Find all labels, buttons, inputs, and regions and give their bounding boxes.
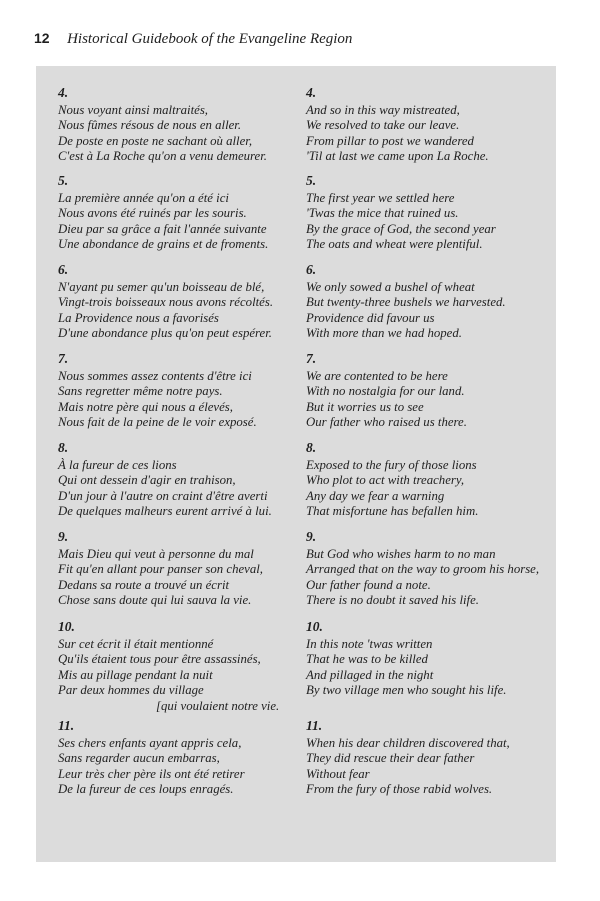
french-verse-line: Mis au pillage pendant la nuit xyxy=(58,667,213,682)
english-stanza xyxy=(306,351,467,431)
english-verse-line: By two village men who sought his life. xyxy=(306,683,507,698)
french-verse-line: N'ayant pu semer qu'un boisseau de blé, xyxy=(58,280,265,294)
french-verse-line: Nous voyant ainsi maltraités, xyxy=(58,103,209,117)
french-stanza-number: 8. xyxy=(58,440,69,455)
english-stanza xyxy=(306,619,506,699)
french-verse-line: De la fureur de ces loups enragés. xyxy=(58,782,234,797)
french-stanza-number: 9. xyxy=(58,529,69,544)
french-verse-line: D'une abondance plus qu'on peut espérer. xyxy=(58,326,272,341)
english-verse-line: When his dear children discovered that, xyxy=(306,736,510,750)
french-stanza-number: 11. xyxy=(58,718,75,733)
english-verse-line: Exposed to the fury of those lions xyxy=(306,458,477,472)
english-verse-line: Our father found a note. xyxy=(306,577,431,592)
english-verse-line: But God who wishes harm to no man xyxy=(306,547,496,561)
french-stanza-number: 10. xyxy=(58,619,75,634)
english-stanza xyxy=(306,440,478,520)
french-stanza-lines xyxy=(58,637,279,714)
english-verse-line: That he was to be killed xyxy=(306,652,428,667)
french-verse-line: Chose sans doute qui lui sauva la vie. xyxy=(58,593,252,608)
french-verse-line: De poste en poste ne sachant où aller, xyxy=(58,133,253,148)
french-stanza xyxy=(58,440,272,520)
french-stanza-lines xyxy=(58,458,272,520)
english-verse-line: Without fear xyxy=(306,766,370,781)
english-verse-line: By the grace of God, the second year xyxy=(306,221,496,236)
french-stanza-number: 6. xyxy=(58,262,69,277)
english-verse-line: The oats and wheat were plentiful. xyxy=(306,237,483,252)
french-verse-line: Sur cet écrit il était mentionné xyxy=(58,637,214,651)
french-verse-line: [qui voulaient notre vie. xyxy=(156,698,280,713)
english-verse-line: Who plot to act with treachery, xyxy=(306,473,465,488)
french-stanza xyxy=(58,85,267,165)
french-stanza-lines xyxy=(58,280,273,342)
french-stanza-lines xyxy=(58,191,268,253)
english-stanza-lines xyxy=(306,736,510,798)
english-verse-line: There is no doubt it saved his life. xyxy=(306,593,479,608)
french-verse-line: Dedans sa route a trouvé un écrit xyxy=(58,577,230,592)
french-stanza xyxy=(58,262,273,342)
english-verse-line: With more than we had hoped. xyxy=(306,326,462,341)
english-stanza-lines xyxy=(306,103,489,165)
french-verse-line: Sans regarder aucun embarras, xyxy=(58,751,220,766)
english-verse-line: Our father who raised us there. xyxy=(306,415,467,430)
english-verse-line: They did rescue their dear father xyxy=(306,751,475,766)
english-stanza-lines xyxy=(306,191,496,253)
english-verse-line: Arranged that on the way to groom his horse, xyxy=(306,562,540,577)
english-stanza xyxy=(306,85,489,165)
french-verse-line: Une abondance de grains et de froments. xyxy=(58,237,269,252)
french-verse-line: Nous fait de la peine de le voir exposé. xyxy=(58,415,257,430)
french-stanza xyxy=(58,529,263,609)
english-verse-line: We resolved to take our leave. xyxy=(306,118,460,133)
french-verse-line: D'un jour à l'autre on craint d'être averti xyxy=(58,488,268,503)
french-verse-line: Par deux hommes du village xyxy=(58,683,204,698)
french-stanza-number: 4. xyxy=(58,85,69,100)
english-stanza-number: 8. xyxy=(306,440,317,455)
french-verse-line: Ses chers enfants ayant appris cela, xyxy=(58,736,242,750)
english-stanza xyxy=(306,718,510,798)
french-verse-line: Qui ont dessein d'agir en trahison, xyxy=(58,473,236,488)
english-stanza-number: 10. xyxy=(306,619,323,634)
running-header xyxy=(34,30,352,48)
english-stanza xyxy=(306,173,496,253)
english-stanza-lines xyxy=(306,547,539,609)
french-verse-line: Sans regretter même notre pays. xyxy=(58,384,223,399)
french-verse-line: Qu'ils étaient tous pour être assassinés, xyxy=(58,652,261,667)
english-verse-line: Providence did favour us xyxy=(306,310,435,325)
english-verse-line: We are contented to be here xyxy=(306,369,448,383)
english-verse-line: In this note 'twas written xyxy=(306,637,433,651)
english-stanza-number: 9. xyxy=(306,529,317,544)
english-verse-line: With no nostalgia for our land. xyxy=(306,384,465,399)
verse-panel xyxy=(36,66,556,862)
french-stanza xyxy=(58,619,279,714)
english-verse-line: And so in this way mistreated, xyxy=(306,103,460,117)
french-verse-line: Nous sommes assez contents d'être ici xyxy=(58,369,252,383)
french-verse-line: Nous fûmes résous de nous en aller. xyxy=(58,118,242,133)
french-verse-line: Leur très cher père ils ont été retirer xyxy=(58,766,245,781)
english-verse-line: And pillaged in the night xyxy=(306,667,434,682)
book-title: Historical Guidebook of the Evangeline Region xyxy=(67,31,353,47)
english-stanza-number: 11. xyxy=(306,718,323,733)
english-stanza-number: 5. xyxy=(306,173,317,188)
english-verse-line: From pillar to post we wandered xyxy=(306,133,474,148)
english-verse-line: But twenty-three bushels we harvested. xyxy=(306,295,506,310)
english-stanza-lines xyxy=(306,458,478,520)
english-stanza-number: 4. xyxy=(306,85,317,100)
french-stanza-lines xyxy=(58,547,263,609)
french-verse-line: La Providence nous a favorisés xyxy=(58,310,219,325)
english-verse-line: 'Twas the mice that ruined us. xyxy=(306,206,459,221)
french-verse-line: De quelques malheurs eurent arrivé à lui. xyxy=(58,504,272,519)
english-verse-line: That misfortune has befallen him. xyxy=(306,504,479,519)
english-verse-line: We only sowed a bushel of wheat xyxy=(306,280,475,294)
french-verse-line: À la fureur de ces lions xyxy=(58,458,177,472)
french-verse-line: Mais Dieu qui veut à personne du mal xyxy=(58,547,254,561)
english-stanza-lines xyxy=(306,637,506,699)
english-stanza xyxy=(306,262,506,342)
english-verse-line: Any day we fear a warning xyxy=(306,488,445,503)
french-verse-line: C'est à La Roche qu'on a venu demeurer. xyxy=(58,149,267,164)
french-stanza-lines xyxy=(58,736,245,798)
english-stanza-number: 6. xyxy=(306,262,317,277)
english-stanza-number: 7. xyxy=(306,351,317,366)
french-verse-line: La première année qu'on a été ici xyxy=(58,191,229,205)
french-verse-line: Fit qu'en allant pour panser son cheval, xyxy=(58,562,263,577)
french-verse-line: Dieu par sa grâce a fait l'année suivante xyxy=(58,221,267,236)
french-stanza-number: 7. xyxy=(58,351,69,366)
french-verse-line: Nous avons été ruinés par les souris. xyxy=(58,206,247,221)
french-stanza xyxy=(58,351,257,431)
page-number: 12 xyxy=(34,30,50,46)
french-stanza-number: 5. xyxy=(58,173,69,188)
french-verse-line: Vingt-trois boisseaux nous avons récoltés. xyxy=(58,295,274,310)
english-verse-line: The first year we settled here xyxy=(306,191,455,205)
english-stanza xyxy=(306,529,539,609)
french-stanza-lines xyxy=(58,103,267,165)
english-verse-line: But it worries us to see xyxy=(306,399,424,414)
french-stanza xyxy=(58,173,268,253)
english-verse-line: From the fury of those rabid wolves. xyxy=(306,782,493,797)
french-verse-line: Mais notre père qui nous a élevés, xyxy=(58,399,233,414)
french-stanza xyxy=(58,718,245,798)
english-stanza-lines xyxy=(306,280,506,342)
english-stanza-lines xyxy=(306,369,467,431)
french-stanza-lines xyxy=(58,369,257,431)
english-verse-line: 'Til at last we came upon La Roche. xyxy=(306,149,489,164)
